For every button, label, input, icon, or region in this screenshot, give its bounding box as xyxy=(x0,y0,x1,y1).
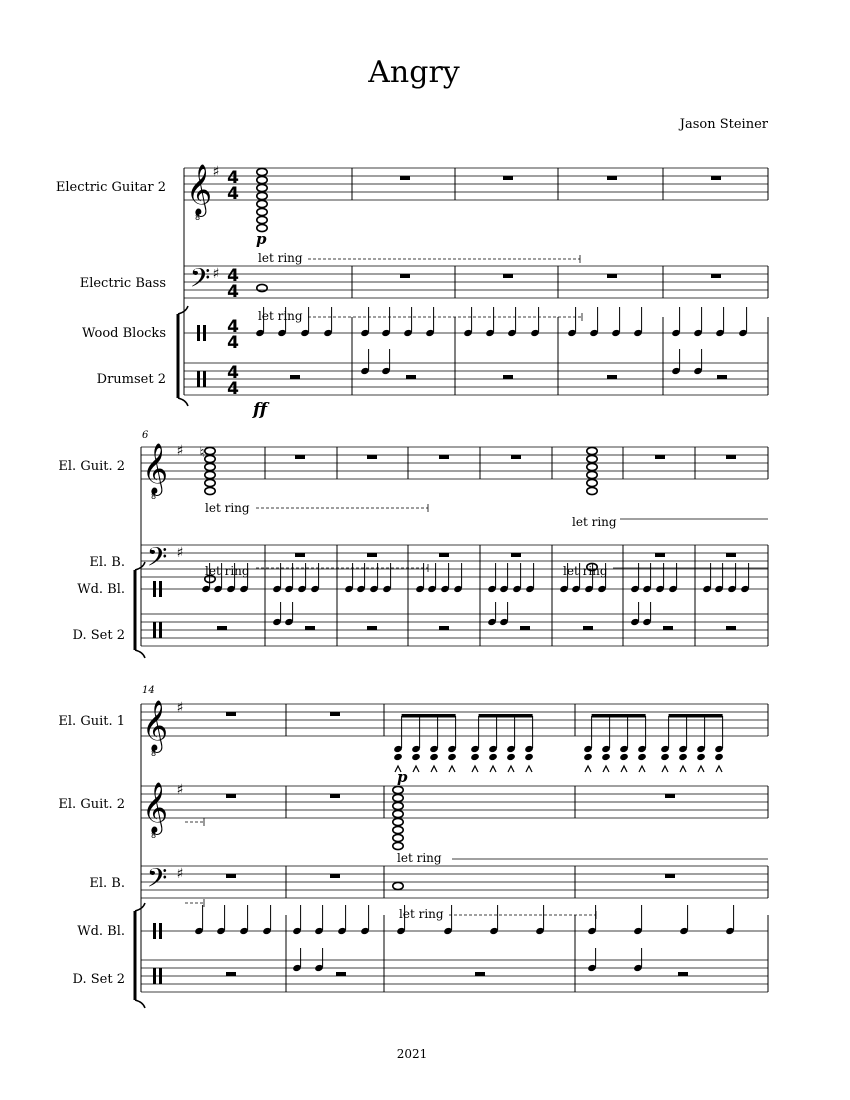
rest xyxy=(290,375,300,379)
note xyxy=(429,753,439,761)
note-whole xyxy=(257,192,267,199)
note-whole xyxy=(205,487,215,494)
instrument-label: D. Set 2 xyxy=(72,972,125,987)
rest xyxy=(511,553,521,557)
note xyxy=(411,753,421,761)
note-whole xyxy=(393,786,403,793)
note-whole xyxy=(393,834,403,841)
note-whole xyxy=(205,447,215,454)
instrument-label: El. B. xyxy=(89,876,125,891)
let-ring-label: let ring xyxy=(205,501,250,515)
sharp-icon: ♯ xyxy=(176,545,184,561)
instrument-label: Drumset 2 xyxy=(96,372,166,387)
clef-8: 8 xyxy=(195,213,201,222)
accent-mark xyxy=(472,766,478,772)
sharp-icon: ♯ xyxy=(176,443,184,459)
percussion-clef-icon xyxy=(159,581,162,597)
rest xyxy=(295,553,305,557)
rest xyxy=(726,553,736,557)
accent-mark xyxy=(431,766,437,772)
note-whole xyxy=(393,802,403,809)
dynamic-mark: p xyxy=(397,768,408,786)
rest xyxy=(400,274,410,278)
note-whole xyxy=(205,479,215,486)
rest xyxy=(336,972,346,976)
rest xyxy=(475,972,485,976)
note-whole xyxy=(393,818,403,825)
note-whole xyxy=(257,176,267,183)
brace-hook xyxy=(178,306,188,314)
rest xyxy=(665,874,675,878)
instrument-label: El. B. xyxy=(89,555,125,570)
note xyxy=(583,753,593,761)
rest xyxy=(439,553,449,557)
note-whole xyxy=(587,455,597,462)
rest xyxy=(503,274,513,278)
note xyxy=(506,753,516,761)
note xyxy=(447,753,457,761)
clef-8: 8 xyxy=(151,749,157,758)
instrument-label: D. Set 2 xyxy=(72,628,125,643)
note xyxy=(524,753,534,761)
note-whole xyxy=(257,168,267,175)
time-sig: 4 xyxy=(227,379,239,399)
time-sig: 4 xyxy=(227,184,239,204)
note xyxy=(393,753,403,761)
time-sig: 4 xyxy=(227,363,239,383)
accent-mark xyxy=(526,766,532,772)
treble-clef-icon: 𝄞 xyxy=(141,782,169,833)
accent-mark xyxy=(449,766,455,772)
percussion-clef-icon xyxy=(153,622,156,638)
sharp-icon: ♯ xyxy=(212,266,220,282)
rest xyxy=(607,274,617,278)
accent-mark xyxy=(413,766,419,772)
clef-8: 8 xyxy=(151,831,157,840)
time-sig: 4 xyxy=(227,317,239,337)
note-whole xyxy=(587,463,597,470)
note xyxy=(714,753,724,761)
treble-clef-icon: 𝄞 xyxy=(141,700,169,751)
bass-clef-icon: 𝄢 xyxy=(146,541,168,579)
rest xyxy=(717,375,727,379)
rest xyxy=(511,455,521,459)
instrument-label: El. Guit. 1 xyxy=(58,714,125,729)
time-sig: 4 xyxy=(227,333,239,353)
rest xyxy=(217,626,227,630)
rest xyxy=(305,626,315,630)
note xyxy=(696,753,706,761)
brace-hook xyxy=(178,398,188,406)
rest xyxy=(367,626,377,630)
brace-hook xyxy=(135,1000,145,1008)
natural-icon: ♮ xyxy=(199,445,205,461)
rest xyxy=(367,455,377,459)
percussion-clef-icon xyxy=(203,371,206,387)
let-ring-label: let ring xyxy=(397,851,442,865)
note xyxy=(637,753,647,761)
rest xyxy=(330,794,340,798)
rest xyxy=(711,274,721,278)
let-ring-label: let ring xyxy=(205,564,250,578)
rest xyxy=(503,375,513,379)
rest xyxy=(226,874,236,878)
accent-mark xyxy=(603,766,609,772)
rest xyxy=(665,794,675,798)
rest xyxy=(226,972,236,976)
note-whole xyxy=(205,463,215,470)
note-whole xyxy=(393,826,403,833)
rest xyxy=(583,626,593,630)
note-whole xyxy=(587,471,597,478)
note-whole xyxy=(257,208,267,215)
brace-hook xyxy=(135,650,145,658)
accent-mark xyxy=(698,766,704,772)
beam xyxy=(669,714,723,718)
bass-clef-icon: 𝄢 xyxy=(189,262,211,300)
let-ring-label: let ring xyxy=(399,907,444,921)
accent-mark xyxy=(621,766,627,772)
rest xyxy=(400,176,410,180)
instrument-label: El. Guit. 2 xyxy=(58,797,125,812)
bass-clef-icon: 𝄢 xyxy=(146,862,168,900)
rest xyxy=(607,176,617,180)
note-whole xyxy=(393,810,403,817)
rest xyxy=(330,712,340,716)
note-whole xyxy=(587,447,597,454)
note-whole xyxy=(393,842,403,849)
instrument-label: Wd. Bl. xyxy=(77,924,125,939)
rest xyxy=(520,626,530,630)
accent-mark xyxy=(639,766,645,772)
percussion-clef-icon xyxy=(153,968,156,984)
time-sig: 4 xyxy=(227,282,239,302)
note xyxy=(470,753,480,761)
accent-mark xyxy=(716,766,722,772)
music-notation xyxy=(135,164,768,1008)
note xyxy=(601,753,611,761)
note-whole xyxy=(257,200,267,207)
note-whole xyxy=(587,479,597,486)
percussion-clef-icon xyxy=(159,968,162,984)
brace-hook xyxy=(135,903,145,911)
measure-number: 6 xyxy=(142,430,149,441)
note-whole xyxy=(257,184,267,191)
let-ring-label: let ring xyxy=(563,564,608,578)
note-whole xyxy=(587,487,597,494)
percussion-clef-icon xyxy=(197,325,200,341)
rest xyxy=(503,176,513,180)
sharp-icon: ♯ xyxy=(176,782,184,798)
accent-mark xyxy=(585,766,591,772)
rest xyxy=(330,874,340,878)
instrument-label: Electric Guitar 2 xyxy=(55,180,166,195)
let-ring-label: let ring xyxy=(258,251,303,265)
rest xyxy=(406,375,416,379)
rest xyxy=(711,176,721,180)
rest xyxy=(439,455,449,459)
percussion-clef-icon xyxy=(159,923,162,939)
note-whole xyxy=(205,455,215,462)
accent-mark xyxy=(680,766,686,772)
rest xyxy=(655,553,665,557)
note xyxy=(678,753,688,761)
rest xyxy=(295,455,305,459)
dynamic-mark: p xyxy=(256,230,267,248)
beam xyxy=(402,714,456,718)
note xyxy=(488,753,498,761)
rest xyxy=(726,626,736,630)
beam xyxy=(592,714,646,718)
clef-8: 8 xyxy=(151,492,157,501)
rest xyxy=(678,972,688,976)
rest xyxy=(439,626,449,630)
note-whole xyxy=(393,882,403,889)
let-ring-label: let ring xyxy=(258,309,303,323)
accent-mark xyxy=(508,766,514,772)
rest xyxy=(607,375,617,379)
instrument-label: Electric Bass xyxy=(79,276,166,291)
accent-mark xyxy=(490,766,496,772)
beam xyxy=(479,714,533,718)
instrument-label: Wd. Bl. xyxy=(77,582,125,597)
composer-name: Jason Steiner xyxy=(679,117,768,132)
sharp-icon: ♯ xyxy=(176,866,184,882)
instrument-label: El. Guit. 2 xyxy=(58,459,125,474)
rest xyxy=(655,455,665,459)
note-whole xyxy=(257,216,267,223)
note-whole xyxy=(393,794,403,801)
accent-mark xyxy=(662,766,668,772)
time-sig: 4 xyxy=(227,266,239,286)
rest xyxy=(726,455,736,459)
percussion-clef-icon xyxy=(159,622,162,638)
score-title: Angry xyxy=(368,55,460,90)
note xyxy=(619,753,629,761)
rest xyxy=(226,712,236,716)
sharp-icon: ♯ xyxy=(212,164,220,180)
treble-clef-icon: 𝄞 xyxy=(141,443,169,494)
let-ring-label: let ring xyxy=(572,515,617,529)
instrument-label: Wood Blocks xyxy=(82,326,166,341)
percussion-clef-icon xyxy=(197,371,200,387)
rest xyxy=(663,626,673,630)
dynamic-mark: ff xyxy=(253,400,268,420)
percussion-clef-icon xyxy=(203,325,206,341)
measure-number: 14 xyxy=(142,685,155,696)
percussion-clef-icon xyxy=(153,923,156,939)
rest xyxy=(226,794,236,798)
percussion-clef-icon xyxy=(153,581,156,597)
footer-year: 2021 xyxy=(396,1047,428,1061)
treble-clef-icon: 𝄞 xyxy=(185,164,213,215)
note xyxy=(660,753,670,761)
note-whole xyxy=(205,471,215,478)
rest xyxy=(367,553,377,557)
time-sig: 4 xyxy=(227,168,239,188)
note-whole xyxy=(257,284,267,291)
sharp-icon: ♯ xyxy=(176,700,184,716)
